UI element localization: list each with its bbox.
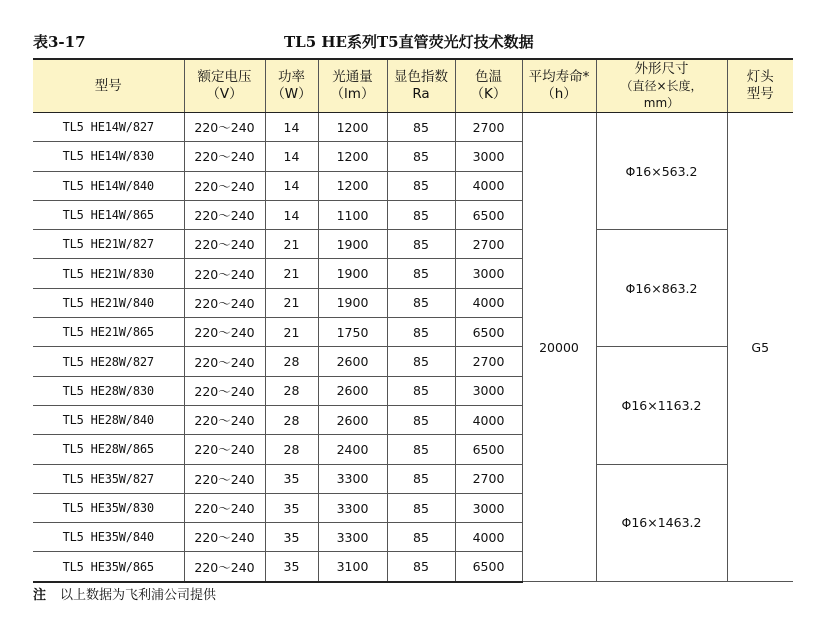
cell-power: 28 [265, 405, 318, 434]
cell-cct: 3000 [455, 259, 522, 288]
cell-cct: 6500 [455, 318, 522, 347]
cell-model: TL5 HE14W/830 [33, 142, 184, 171]
cell-ra: 85 [387, 405, 455, 434]
cell-power: 21 [265, 259, 318, 288]
cell-voltage: 220～240 [184, 552, 265, 582]
cell-voltage: 220～240 [184, 259, 265, 288]
header-dimensions: 外形尺寸 （直径×长度， mm） [596, 59, 727, 113]
cell-power: 35 [265, 493, 318, 522]
footnote-label: 注 [33, 588, 47, 603]
cell-ra: 85 [387, 200, 455, 229]
cell-ra: 85 [387, 318, 455, 347]
cell-dimensions: Φ16×563.2 [596, 113, 727, 230]
cell-power: 14 [265, 171, 318, 200]
cell-flux: 2600 [318, 376, 387, 405]
cell-flux: 1200 [318, 113, 387, 142]
cell-voltage: 220～240 [184, 347, 265, 376]
cell-voltage: 220～240 [184, 523, 265, 552]
cell-dimensions: Φ16×1463.2 [596, 464, 727, 582]
cell-model: TL5 HE21W/840 [33, 288, 184, 317]
cell-power: 35 [265, 464, 318, 493]
cell-power: 21 [265, 230, 318, 259]
header-ra: 显色指数 Ra [387, 59, 455, 113]
cell-voltage: 220～240 [184, 318, 265, 347]
header-voltage: 额定电压 （V） [184, 59, 265, 113]
cell-power: 28 [265, 376, 318, 405]
cell-flux: 3300 [318, 493, 387, 522]
cell-flux: 2400 [318, 435, 387, 464]
cell-voltage: 220～240 [184, 435, 265, 464]
cell-model: TL5 HE28W/827 [33, 347, 184, 376]
cell-ra: 85 [387, 552, 455, 582]
header-power: 功率 （W） [265, 59, 318, 113]
cell-model: TL5 HE35W/827 [33, 464, 184, 493]
cell-ra: 85 [387, 171, 455, 200]
cell-flux: 1750 [318, 318, 387, 347]
cell-ra: 85 [387, 259, 455, 288]
cell-cct: 2700 [455, 464, 522, 493]
cell-cct: 4000 [455, 523, 522, 552]
cell-voltage: 220～240 [184, 171, 265, 200]
table-body [33, 113, 793, 582]
cell-model: TL5 HE14W/827 [33, 113, 184, 142]
cell-model: TL5 HE35W/840 [33, 523, 184, 552]
cell-flux: 2600 [318, 405, 387, 434]
cell-cct: 3000 [455, 493, 522, 522]
spec-table [33, 58, 793, 583]
cell-flux: 1900 [318, 259, 387, 288]
cell-voltage: 220～240 [184, 200, 265, 229]
cell-ra: 85 [387, 523, 455, 552]
cell-base: G5 [727, 113, 793, 582]
cell-cct: 2700 [455, 230, 522, 259]
cell-ra: 85 [387, 435, 455, 464]
header-row [33, 59, 793, 113]
cell-model: TL5 HE28W/840 [33, 405, 184, 434]
cell-voltage: 220～240 [184, 493, 265, 522]
cell-model: TL5 HE21W/865 [33, 318, 184, 347]
table-row [33, 347, 793, 376]
cell-ra: 85 [387, 142, 455, 171]
cell-dimensions: Φ16×1163.2 [596, 347, 727, 464]
cell-cct: 4000 [455, 405, 522, 434]
footnote-text: 以上数据为飞利浦公司提供 [60, 588, 217, 603]
cell-cct: 4000 [455, 288, 522, 317]
cell-voltage: 220～240 [184, 376, 265, 405]
cell-life: 20000 [522, 113, 596, 582]
cell-dimensions: Φ16×863.2 [596, 230, 727, 347]
cell-flux: 1900 [318, 288, 387, 317]
cell-cct: 6500 [455, 435, 522, 464]
cell-cct: 2700 [455, 113, 522, 142]
cell-voltage: 220～240 [184, 230, 265, 259]
cell-ra: 85 [387, 113, 455, 142]
cell-ra: 85 [387, 288, 455, 317]
cell-cct: 2700 [455, 347, 522, 376]
cell-flux: 1100 [318, 200, 387, 229]
cell-cct: 3000 [455, 376, 522, 405]
header-life: 平均寿命* （h） [522, 59, 596, 113]
cell-flux: 1200 [318, 142, 387, 171]
header-cct: 色温 （K） [455, 59, 522, 113]
table-row [33, 230, 793, 259]
cell-cct: 3000 [455, 142, 522, 171]
cell-model: TL5 HE35W/830 [33, 493, 184, 522]
cell-power: 28 [265, 347, 318, 376]
cell-model: TL5 HE28W/865 [33, 435, 184, 464]
footnote [33, 584, 216, 603]
table-caption [33, 29, 793, 53]
header-model: 型号 [33, 59, 184, 113]
cell-ra: 85 [387, 230, 455, 259]
cell-cct: 6500 [455, 200, 522, 229]
cell-power: 35 [265, 523, 318, 552]
cell-ra: 85 [387, 376, 455, 405]
cell-power: 21 [265, 318, 318, 347]
cell-model: TL5 HE14W/865 [33, 200, 184, 229]
cell-voltage: 220～240 [184, 464, 265, 493]
cell-flux: 3300 [318, 523, 387, 552]
cell-flux: 1900 [318, 230, 387, 259]
cell-power: 28 [265, 435, 318, 464]
cell-cct: 4000 [455, 171, 522, 200]
cell-power: 35 [265, 552, 318, 582]
cell-voltage: 220～240 [184, 288, 265, 317]
cell-voltage: 220～240 [184, 142, 265, 171]
cell-power: 14 [265, 200, 318, 229]
table-title: TL5 HE系列T5直管荧光灯技术数据 [284, 33, 534, 51]
cell-model: TL5 HE35W/865 [33, 552, 184, 582]
cell-ra: 85 [387, 493, 455, 522]
cell-voltage: 220～240 [184, 405, 265, 434]
cell-flux: 3300 [318, 464, 387, 493]
table-row [33, 464, 793, 493]
cell-flux: 1200 [318, 171, 387, 200]
cell-model: TL5 HE28W/830 [33, 376, 184, 405]
cell-flux: 2600 [318, 347, 387, 376]
table-number: 表3-17 [33, 33, 86, 51]
cell-power: 14 [265, 142, 318, 171]
cell-model: TL5 HE21W/830 [33, 259, 184, 288]
table-row [33, 113, 793, 142]
header-flux: 光通量 （lm） [318, 59, 387, 113]
cell-power: 21 [265, 288, 318, 317]
cell-cct: 6500 [455, 552, 522, 582]
cell-voltage: 220～240 [184, 113, 265, 142]
cell-model: TL5 HE21W/827 [33, 230, 184, 259]
cell-model: TL5 HE14W/840 [33, 171, 184, 200]
cell-ra: 85 [387, 464, 455, 493]
cell-flux: 3100 [318, 552, 387, 582]
header-base: 灯头 型号 [727, 59, 793, 113]
cell-ra: 85 [387, 347, 455, 376]
cell-power: 14 [265, 113, 318, 142]
